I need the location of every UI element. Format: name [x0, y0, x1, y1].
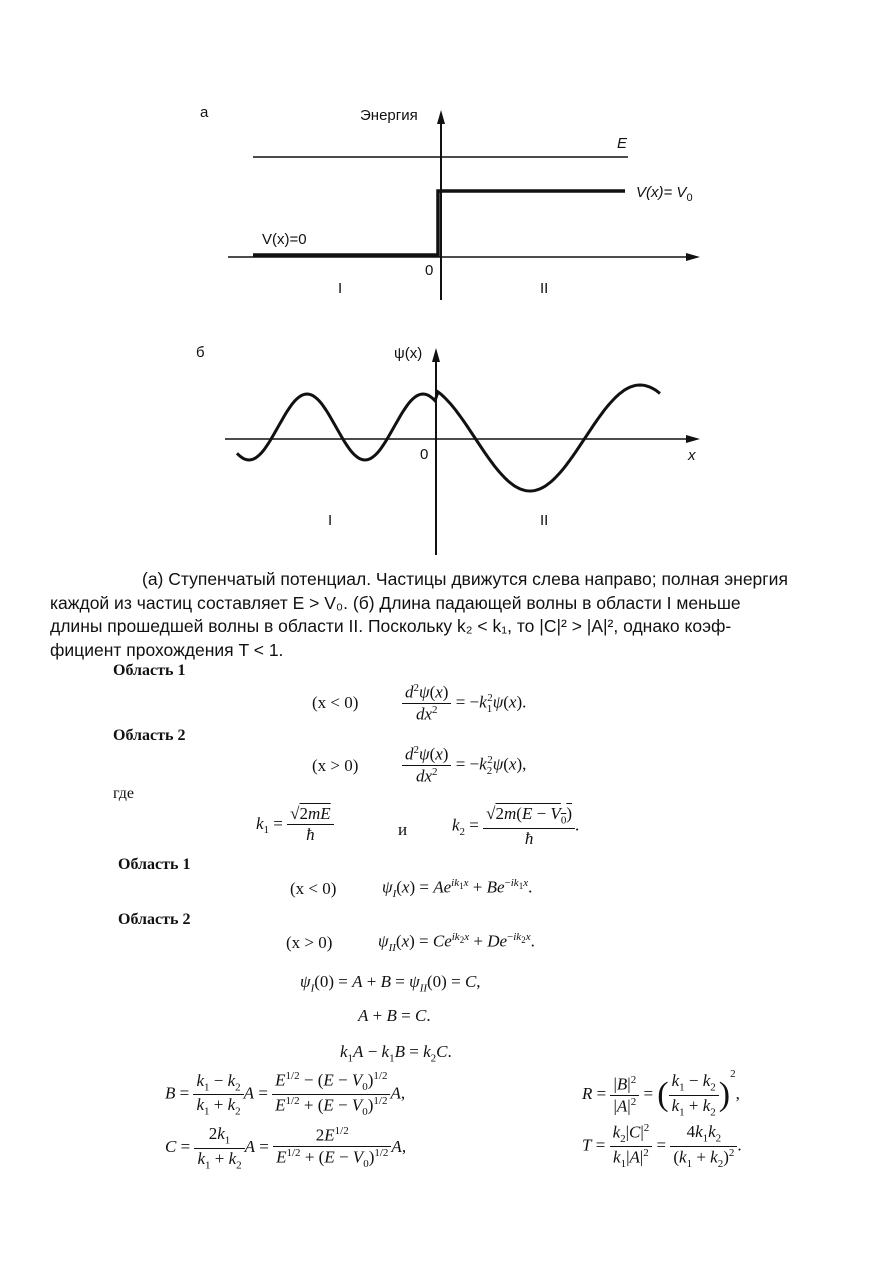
eq7: $k_1A - k_1B = k_2C$. [340, 1042, 452, 1065]
caption-line: фициент прохождения T < 1. [50, 639, 284, 660]
transmission-coefficient-formula: T = $\frac{k_2|C|^2}{k_1|A|^2}$ = $\frac{4k_1k_2}{(k_1 + k_2)^2}$ . [582, 1122, 742, 1171]
reflection-coefficient-formula: R = $\frac{|B|^2}{|A|^2}$ = ( $\frac{k_1 - k_2}{k_1 + k_2}$ )$^2$, [582, 1068, 740, 1118]
region2-heading: Область 2 [113, 727, 186, 744]
figure-a-letter: а [200, 104, 209, 121]
region1-heading: Область 1 [113, 662, 186, 679]
potential-step-line [253, 191, 625, 255]
energy-label: E [617, 135, 628, 152]
eq1-condition: (x < 0) [312, 693, 359, 712]
wave-function-curve [237, 385, 660, 491]
figure-a-region-1: I [338, 280, 343, 297]
k2-definition: $k_2$ = $\frac{√2m(E - V_0)}{ħ}$ . [452, 804, 580, 848]
figure-a-y-axis-label: Энергия [360, 107, 418, 124]
figure-a-y-arrow [437, 110, 445, 124]
caption-line: (а) Ступенчатый потенциал. Частицы движутся слева направо; полная энергия [142, 569, 788, 589]
eq5-boundary: $\psi_I(0) = A + B = \psi_{II}(0) = C$, [300, 972, 481, 995]
eq4-condition: (x > 0) [286, 933, 333, 952]
where-label: где [113, 785, 135, 802]
figure-b-region-2: II [540, 512, 549, 529]
caption-line: длины прошедшей волны в области II. Поскольку k₂ < k₁, то |C|² > |A|², однако коэф- [50, 616, 732, 636]
figure-b-letter: б [196, 344, 205, 361]
eq4-expression: $\psi_{II}(x) = Ce^{ik_2x} + De^{-ik_2x}$. [378, 931, 535, 955]
caption-line: каждой из частиц составляет E > V₀. (б) Длина падающей волны в области I меньше [50, 592, 741, 613]
and-label: и [398, 820, 408, 839]
eq3-expression: $\psi_I(x) = Ae^{ik_1x} + Be^{-ik_1x}$. [382, 877, 533, 901]
v-zero-label: V(x)=0 [262, 231, 307, 248]
region1-heading-b: Область 1 [118, 856, 191, 873]
figure-b-y-axis-label: ψ(x) [394, 345, 423, 362]
eq6: A + B = C. [358, 1006, 431, 1025]
eq2-expression: $\frac{d^2\psi(x)}{dx^2}$ = $-k_2^2\psi(x)$, [402, 744, 526, 787]
figure-a-region-2: II [540, 280, 549, 297]
eq2-condition: (x > 0) [312, 756, 359, 775]
k1-definition: $k_1$ = $\frac{√2mE}{ħ}$ [256, 804, 334, 846]
figure-b-region-1: I [328, 512, 333, 529]
figure-caption [50, 568, 845, 662]
figure-a-x-arrow [686, 253, 700, 261]
figure-a-origin: 0 [425, 262, 434, 279]
c-coefficient-formula: C = $\frac{2k_1}{k_1 + k_2}$ A = $\frac{2E^{1/2}}{E^{1/2} + (E - V_0)^{1/2}}$ A, [165, 1124, 407, 1171]
eq3-condition: (x < 0) [290, 879, 337, 898]
figure-b-origin: 0 [420, 446, 429, 463]
eq1-expression: $\frac{d^2\psi(x)}{dx^2}$ = $-k_1^2\psi(x)$. [402, 682, 526, 725]
v0-label: $V(x)= V_0$ [636, 184, 693, 204]
region2-heading-b: Область 2 [118, 911, 191, 928]
b-coefficient-formula: B = $\frac{k_1 - k_2}{k_1 + k_2}$ A = $\frac{E^{1/2} - (E - V_0)^{1/2}}{E^{1/2} + (E - V_0)^{1/2}}$ A, [165, 1070, 406, 1119]
figure-b-x-axis-label: x [688, 447, 696, 464]
figure-b-y-arrow [432, 348, 440, 362]
figure-a-plot [0, 0, 893, 560]
figure-b-x-arrow [686, 435, 700, 443]
